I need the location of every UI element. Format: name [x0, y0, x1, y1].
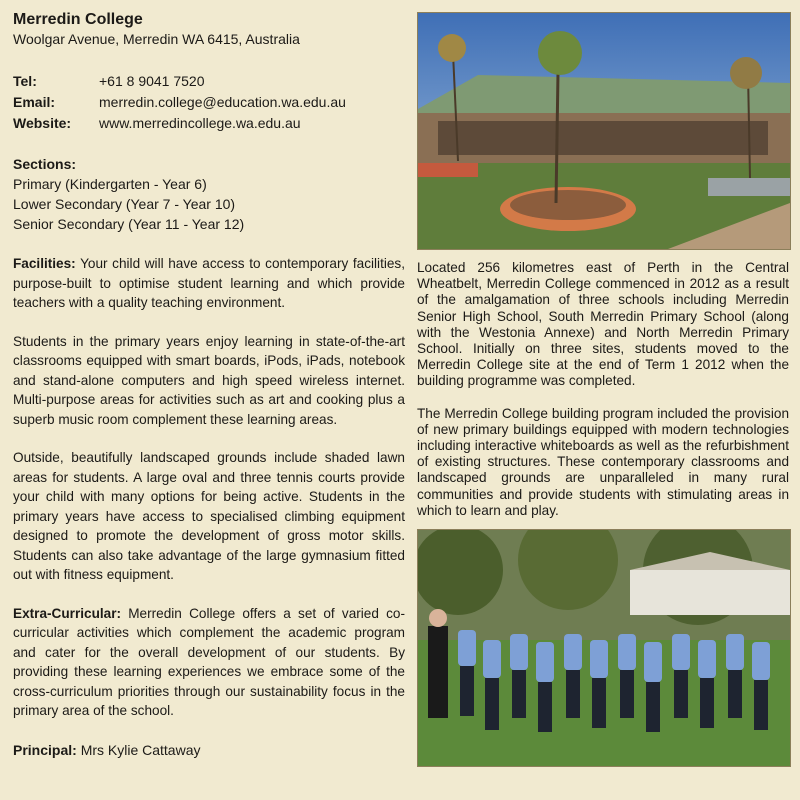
- facilities-label: Facilities:: [13, 256, 76, 271]
- facilities-text: Your child will have access to contemporary facilities, purpose-built to optimise student learning and which provide teachers with a quality teaching environment.: [13, 256, 405, 310]
- extra-curricular-label: Extra-Curricular:: [13, 605, 122, 621]
- email-value[interactable]: merredin.college@education.wa.edu.au: [99, 94, 346, 110]
- primary-paragraph: Students in the primary years enjoy learning in state-of-the-art classrooms equipped with smart boards, iPods, iPads, notebook and stand-alone computers and high speed wireless internet. Multi-purpose areas for activities such as art and cooking plus a superb music room complement these learning areas.: [13, 333, 405, 427]
- contact-website-row: [13, 113, 405, 134]
- sections-block: [13, 154, 405, 234]
- sections-title: Sections:: [13, 156, 77, 172]
- principal-label: Principal:: [13, 741, 77, 758]
- principal-line: [13, 740, 405, 760]
- tel-label: Tel:: [13, 73, 37, 89]
- contact-email-row: [13, 92, 405, 113]
- principal-name: Mrs Kylie Cattaway: [80, 741, 201, 758]
- extra-curricular-paragraph: [13, 604, 405, 721]
- building-paragraph: The Merredin College building program included the provision of new primary buildings equipped with modern technologies including interactive whiteboards as well as the refurbishment of existing structures. These contemporary classrooms and landscaped grounds are unparalleled in many rural communities and provide students with stimulating areas in which to learn and play.: [417, 405, 789, 518]
- school-name: Merredin College: [13, 11, 143, 28]
- history-paragraph: Located 256 kilometres east of Perth in the Central Wheatbelt, Merredin College commenced in 2012 as a result of the amalgamation of three schools including Merredin Senior High School, South Merredin Primary School (along with the Westonia Annexe) and North Merredin Primary School. Initially on three sites, students moved to the Merredin College site at the end of Term 1 2012 when the building programme was completed.: [417, 260, 789, 389]
- right-column: [417, 12, 789, 767]
- school-building-photo: [417, 12, 791, 250]
- section-item: Primary (Kindergarten - Year 6): [13, 176, 207, 192]
- contact-tel-row: [13, 71, 405, 92]
- school-address: Woolgar Avenue, Merredin WA 6415, Australia: [13, 31, 300, 47]
- email-label: Email:: [13, 94, 56, 110]
- website-label: Website:: [13, 115, 72, 131]
- website-value[interactable]: www.merredincollege.wa.edu.au: [99, 115, 301, 131]
- body-text: [13, 254, 405, 760]
- left-column: [13, 10, 405, 760]
- tel-value: +61 8 9041 7520: [99, 73, 205, 89]
- section-item: Lower Secondary (Year 7 - Year 10): [13, 196, 236, 212]
- students-group-photo: [417, 529, 791, 767]
- facilities-paragraph: [13, 254, 405, 313]
- extra-curricular-text: Merredin College offers a set of varied co-curricular activities which complement the academic program and cater for the overall development of our students. By providing these learning experiences we embrace some of the cross-curriculum priorities through our sustainability focus in the primary area of the school.: [13, 605, 405, 718]
- outside-paragraph: Outside, beautifully landscaped grounds include shaded lawn areas for students. A large oval and three tennis courts provide your child with many options for being active. Students in the primary years have access to specialised climbing equipment designed to promote the development of gross motor skills. Students can also take advantage of the large gymnasium fitted out with fitness equipment.: [13, 450, 405, 582]
- section-item: Senior Secondary (Year 11 - Year 12): [13, 216, 245, 232]
